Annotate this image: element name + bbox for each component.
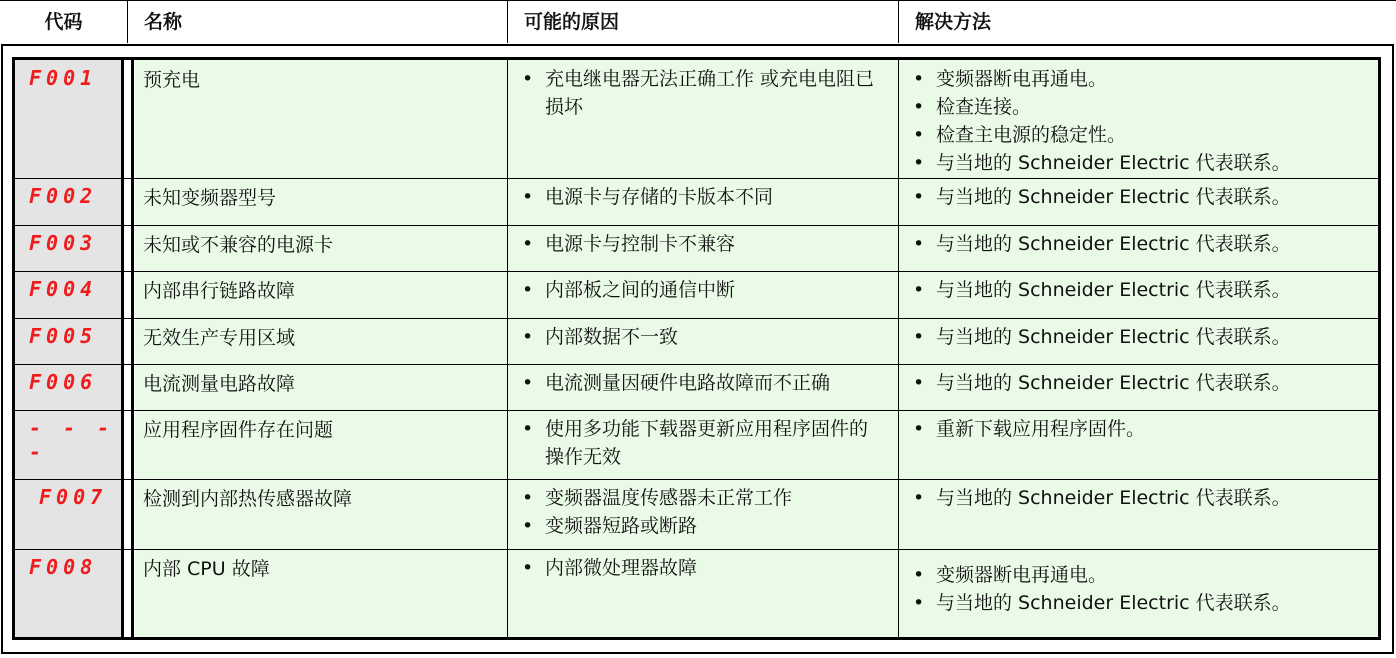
solution-cell	[899, 60, 1378, 178]
header-top-line	[0, 0, 1396, 1]
code-cell	[15, 60, 121, 178]
code-cell	[15, 318, 121, 364]
name-cell	[135, 271, 508, 318]
cause-cell	[508, 479, 899, 549]
cause-item: • 内部数据不一致	[520, 323, 885, 351]
name-cell	[135, 364, 508, 410]
fault-name: 预充电	[143, 69, 201, 91]
row-divider	[15, 364, 1378, 365]
code-cell	[15, 410, 121, 479]
solution-item: • 与当地的 Schneider Electric 代表联系。	[911, 589, 1291, 617]
solution-item: • 与当地的 Schneider Electric 代表联系。	[911, 183, 1291, 211]
fault-name: 内部串行链路故障	[143, 280, 296, 302]
header-code: 代码	[0, 0, 128, 43]
solution-item: • 与当地的 Schneider Electric 代表联系。	[911, 230, 1291, 258]
table-row	[15, 225, 1378, 271]
cause-item: • 充电继电器无法正确工作 或充电电阻已损坏	[520, 65, 885, 121]
cause-cell	[508, 225, 899, 271]
table-row	[15, 178, 1378, 225]
header-name: 名称	[128, 0, 508, 43]
solution-item: • 检查主电源的稳定性。	[911, 121, 1291, 149]
header-solution: 解决方法	[915, 11, 992, 33]
cause-item: • 内部板之间的通信中断	[520, 276, 885, 304]
solution-cell	[899, 364, 1378, 410]
fault-name: 无效生产专用区域	[143, 327, 296, 349]
fault-name: 检测到内部热传感器故障	[143, 488, 353, 510]
fault-name: 应用程序固件存在问题	[143, 419, 334, 441]
solution-cell	[899, 479, 1378, 549]
fault-code: - - - -	[29, 416, 115, 464]
fault-name: 未知或不兼容的电源卡	[143, 234, 334, 256]
fault-code: F008	[29, 555, 98, 579]
solution-item: • 重新下载应用程序固件。	[911, 415, 1145, 443]
code-cell	[15, 178, 121, 225]
solution-item: • 与当地的 Schneider Electric 代表联系。	[911, 149, 1291, 177]
code-divider-2	[131, 60, 134, 637]
solution-item: • 变频器断电再通电。	[911, 65, 1291, 93]
cause-item: • 使用多功能下载器更新应用程序固件的操作无效	[520, 415, 885, 471]
name-cell	[135, 479, 508, 549]
cause-item: • 变频器温度传感器未正常工作	[520, 484, 885, 512]
name-cell	[135, 60, 508, 178]
solution-cell	[899, 178, 1378, 225]
row-divider	[15, 410, 1378, 411]
table-row	[15, 364, 1378, 410]
fault-code: F005	[29, 324, 98, 348]
cause-item: • 电源卡与控制卡不兼容	[520, 230, 885, 258]
row-divider	[15, 318, 1378, 319]
cause-cell	[508, 364, 899, 410]
cause-item: • 变频器短路或断路	[520, 512, 885, 540]
table-row	[15, 271, 1378, 318]
solution-item: • 与当地的 Schneider Electric 代表联系。	[911, 276, 1291, 304]
solution-item: • 与当地的 Schneider Electric 代表联系。	[911, 484, 1291, 512]
name-cell	[135, 410, 508, 479]
table-row	[15, 410, 1378, 479]
solution-cell	[899, 271, 1378, 318]
code-divider	[121, 60, 124, 637]
code-cell	[15, 549, 121, 637]
solution-item: • 检查连接。	[911, 93, 1291, 121]
fault-code: F003	[29, 231, 98, 255]
table-row	[15, 60, 1378, 178]
fault-code: F004	[29, 277, 98, 301]
solution-item: • 与当地的 Schneider Electric 代表联系。	[911, 369, 1291, 397]
fault-code: F007	[39, 485, 108, 509]
cause-cell	[508, 410, 899, 479]
name-cell	[135, 549, 508, 637]
cause-cell	[508, 271, 899, 318]
row-divider	[15, 178, 1378, 179]
code-cell	[15, 271, 121, 318]
name-cell	[135, 225, 508, 271]
solution-cell	[899, 410, 1378, 479]
fault-name: 内部 CPU 故障	[143, 558, 270, 580]
cause-cell	[508, 178, 899, 225]
solution-cell	[899, 225, 1378, 271]
cause-item: • 内部微处理器故障	[520, 554, 885, 582]
fault-code: F006	[29, 370, 98, 394]
code-cell	[15, 364, 121, 410]
row-divider	[15, 271, 1378, 272]
table-header	[0, 0, 1396, 44]
code-cell	[15, 225, 121, 271]
name-cell	[135, 178, 508, 225]
cause-cell	[508, 60, 899, 178]
fault-code: F002	[29, 184, 98, 208]
row-divider	[15, 479, 1378, 480]
fault-name: 电流测量电路故障	[143, 373, 296, 395]
fault-code: F001	[29, 66, 98, 90]
cause-item: • 电流测量因硬件电路故障而不正确	[520, 369, 885, 397]
cause-item: • 电源卡与存储的卡版本不同	[520, 183, 885, 211]
cause-cell	[508, 318, 899, 364]
table-row	[15, 479, 1378, 549]
solution-cell	[899, 318, 1378, 364]
header-cause: 可能的原因	[508, 0, 899, 43]
cause-cell	[508, 549, 899, 637]
name-cell	[135, 318, 508, 364]
row-divider	[15, 549, 1378, 550]
solution-item: • 变频器断电再通电。	[911, 561, 1291, 589]
solution-item: • 与当地的 Schneider Electric 代表联系。	[911, 323, 1291, 351]
code-cell	[15, 479, 121, 549]
solution-cell	[899, 549, 1378, 637]
table-row	[15, 549, 1378, 637]
fault-name: 未知变频器型号	[143, 187, 277, 209]
table-row	[15, 318, 1378, 364]
row-divider	[15, 225, 1378, 226]
